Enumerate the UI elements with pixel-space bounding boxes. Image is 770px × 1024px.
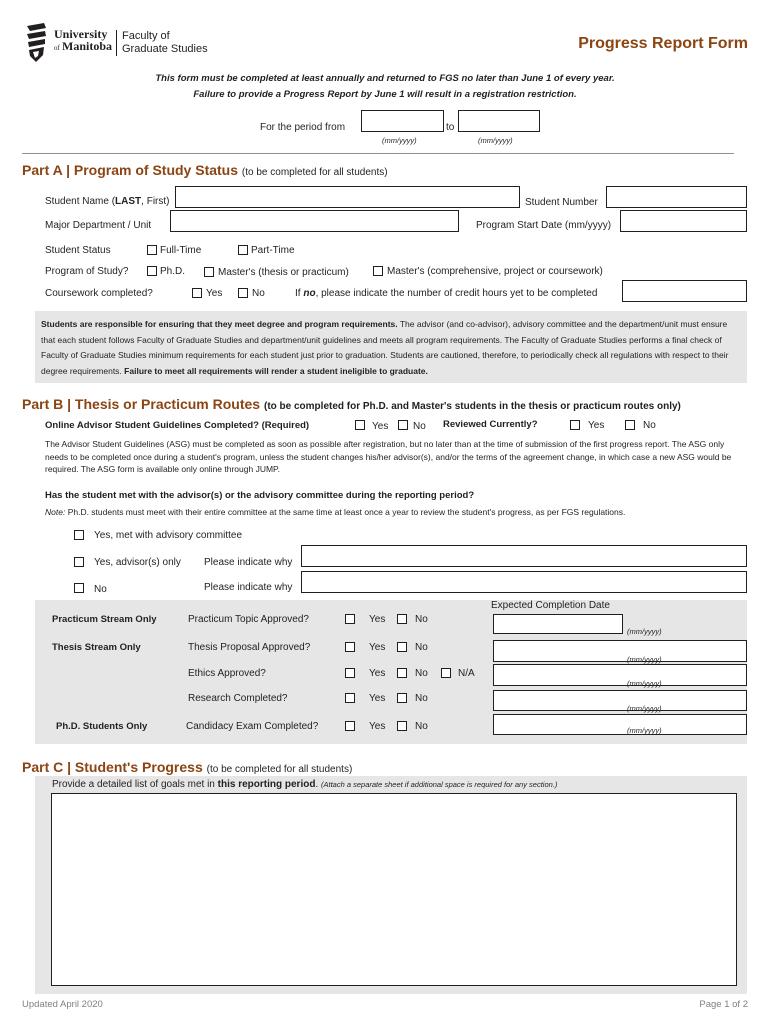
practicum-yes-label: Yes xyxy=(369,614,386,625)
masters-thesis-checkbox[interactable] xyxy=(204,267,214,277)
practicum-date-hint: (mm/yyyy) xyxy=(627,627,662,636)
progress-instructions: Provide a detailed list of goals met in this reporting period. (Attach a separate sheet if additional space is required for any section.) xyxy=(52,779,558,790)
proposal-date-input[interactable] xyxy=(493,640,747,662)
full-time-label: Full-Time xyxy=(160,245,202,256)
logo-line2: Manitoba xyxy=(62,39,113,53)
coursework-no-label: No xyxy=(252,288,265,299)
faculty-line2: Graduate Studies xyxy=(122,43,208,55)
credit-hours-input[interactable] xyxy=(622,280,747,302)
footer-updated: Updated April 2020 xyxy=(22,999,103,1010)
student-number-label: Student Number xyxy=(525,197,598,208)
ethics-yes-label: Yes xyxy=(369,668,386,679)
coursework-yes-label: Yes xyxy=(206,288,223,299)
proposal-no-label: No xyxy=(415,642,428,653)
proposal-date-hint: (mm/yyyy) xyxy=(627,655,662,664)
student-name-input[interactable] xyxy=(175,186,520,208)
coursework-no-checkbox[interactable] xyxy=(238,288,248,298)
advisor-note: Note: Ph.D. students must meet with their entire committee at the same time at least once a year to review the student's progress, as per FGS regulations. xyxy=(45,507,626,517)
thesis-stream-label: Thesis Stream Only xyxy=(52,642,141,653)
logo-line1: University xyxy=(54,27,108,41)
advisor-question: Has the student met with the advisor(s) or the advisory committee during the reporting period? xyxy=(45,490,475,501)
research-date-input[interactable] xyxy=(493,690,747,711)
student-name-label: Student Name (LAST, First) xyxy=(45,196,170,207)
part-a-title: Part A | Program of Study Status xyxy=(22,162,239,178)
advisor-only-label: Yes, advisor(s) only xyxy=(94,557,181,568)
practicum-yes-checkbox[interactable] xyxy=(345,614,355,624)
not-met-label: No xyxy=(94,584,107,595)
start-date-input[interactable] xyxy=(620,210,747,232)
indicate-why-label-1: Please indicate why xyxy=(204,557,293,568)
reviewed-yes-checkbox[interactable] xyxy=(570,420,580,430)
met-committee-label: Yes, met with advisory committee xyxy=(94,530,243,541)
notice-line1: This form must be completed at least annually and returned to FGS no later than June 1 of every year. xyxy=(155,73,615,84)
phd-checkbox[interactable] xyxy=(147,266,157,276)
research-no-checkbox[interactable] xyxy=(397,693,407,703)
not-met-checkbox[interactable] xyxy=(74,583,84,593)
faculty-line1: Faculty of xyxy=(122,30,170,42)
part-b-subtitle: (to be completed for Ph.D. and Master's students in the thesis or practicum routes only) xyxy=(264,401,681,412)
candidacy-yes-checkbox[interactable] xyxy=(345,721,355,731)
program-label: Program of Study? xyxy=(45,266,129,277)
part-c-subtitle: (to be completed for all students) xyxy=(206,764,353,775)
practicum-no-checkbox[interactable] xyxy=(397,614,407,624)
divider xyxy=(22,153,734,154)
masters-thesis-label: Master's (thesis or practicum) xyxy=(218,267,349,278)
period-from-hint: (mm/yyyy) xyxy=(382,136,417,145)
progress-textarea[interactable] xyxy=(51,793,737,986)
met-committee-checkbox[interactable] xyxy=(74,530,84,540)
practicum-stream-label: Practicum Stream Only xyxy=(52,614,157,625)
asg-yes-checkbox[interactable] xyxy=(355,420,365,430)
phd-only-label: Ph.D. Students Only xyxy=(56,721,148,732)
notice-bold-2: Failure to meet all requirements will render a student ineligible to graduate. xyxy=(124,365,428,376)
logo-of: of xyxy=(54,44,60,52)
advisor-only-checkbox[interactable] xyxy=(74,557,84,567)
proposal-no-checkbox[interactable] xyxy=(397,642,407,652)
coursework-label: Coursework completed? xyxy=(45,288,153,299)
q-candidacy-label: Candidacy Exam Completed? xyxy=(186,721,319,732)
notice-bold-1: Students are responsible for ensuring that they meet degree and program requirements. xyxy=(41,319,398,329)
masters-course-checkbox[interactable] xyxy=(373,266,383,276)
q-practicum-label: Practicum Topic Approved? xyxy=(188,614,309,625)
ethics-no-checkbox[interactable] xyxy=(397,668,407,678)
part-c-title: Part C | Student's Progress xyxy=(22,759,203,775)
ethics-na-label: N/A xyxy=(458,668,475,679)
ethics-date-input[interactable] xyxy=(493,664,747,686)
proposal-yes-label: Yes xyxy=(369,642,386,653)
period-to-label: to xyxy=(446,122,455,133)
candidacy-no-label: No xyxy=(415,721,428,732)
part-b-title: Part B | Thesis or Practicum Routes xyxy=(22,396,261,412)
coursework-yes-checkbox[interactable] xyxy=(192,288,202,298)
part-a-heading xyxy=(22,162,388,181)
q-research-label: Research Completed? xyxy=(188,693,288,704)
period-label: For the period from xyxy=(260,122,346,133)
candidacy-date-input[interactable] xyxy=(493,714,747,735)
notice-line2: Failure to provide a Progress Report by June 1 will result in a registration restriction. xyxy=(193,89,577,100)
q-ethics-label: Ethics Approved? xyxy=(188,668,266,679)
part-time-label: Part-Time xyxy=(251,245,295,256)
ethics-date-hint: (mm/yyyy) xyxy=(627,679,662,688)
ethics-na-checkbox[interactable] xyxy=(441,668,451,678)
part-a-subtitle: (to be completed for all students) xyxy=(241,167,388,178)
practicum-date-input[interactable] xyxy=(493,614,623,634)
major-input[interactable] xyxy=(170,210,459,232)
phd-label: Ph.D. xyxy=(160,266,186,277)
part-time-checkbox[interactable] xyxy=(238,245,248,255)
research-yes-label: Yes xyxy=(369,693,386,704)
research-yes-checkbox[interactable] xyxy=(345,693,355,703)
asg-no-label: No xyxy=(413,421,426,432)
reviewed-label: Reviewed Currently? xyxy=(443,419,538,430)
period-to-hint: (mm/yyyy) xyxy=(478,136,513,145)
crest-icon xyxy=(24,22,48,64)
university-logo xyxy=(24,22,214,64)
indicate-why-label-2: Please indicate why xyxy=(204,582,293,593)
proposal-yes-checkbox[interactable] xyxy=(345,642,355,652)
candidacy-yes-label: Yes xyxy=(369,721,386,732)
masters-course-label: Master's (comprehensive, project or coursework) xyxy=(387,266,603,277)
period-to-input[interactable] xyxy=(458,110,540,132)
ethics-yes-checkbox[interactable] xyxy=(345,668,355,678)
asg-description: The Advisor Student Guidelines (ASG) must be completed as soon as possible after registration, but no later than at the time of submission of the first progress report. The ASG only needs to be completed once during a student's program, unless the student changes his/her advisor(s), and/or the terms of the agreement change, in which case a new ASG would be required. The ASG form is available only online through JUMP. xyxy=(45,439,732,474)
credit-hours-label: If no, please indicate the number of credit hours yet to be completed xyxy=(295,288,598,299)
advisor-only-why-input[interactable] xyxy=(301,545,747,567)
asg-no-checkbox[interactable] xyxy=(398,420,408,430)
footer-page: Page 1 of 2 xyxy=(699,999,748,1010)
candidacy-date-hint: (mm/yyyy) xyxy=(627,726,662,735)
ethics-no-label: No xyxy=(415,668,428,679)
period-from-input[interactable] xyxy=(361,110,444,132)
not-met-why-input[interactable] xyxy=(301,571,747,593)
expected-completion-label: Expected Completion Date xyxy=(491,600,610,611)
research-no-label: No xyxy=(415,693,428,704)
major-label: Major Department / Unit xyxy=(45,220,152,231)
student-number-input[interactable] xyxy=(606,186,747,208)
practicum-no-label: No xyxy=(415,614,428,625)
reviewed-no-label: No xyxy=(643,420,656,431)
full-time-checkbox[interactable] xyxy=(147,245,157,255)
start-date-label: Program Start Date (mm/yyyy) xyxy=(476,220,612,231)
q-proposal-label: Thesis Proposal Approved? xyxy=(188,642,311,653)
reviewed-no-checkbox[interactable] xyxy=(625,420,635,430)
page-title: Progress Report Form xyxy=(578,35,748,52)
notice-text: The advisor (and co-advisor), advisory committee and the department/unit must ensure that each student follows Faculty of Graduate Studies and department/unit guidelines and meets all program requirements. The Faculty of Graduate Studies performs a final check of Faculty of Graduate Studies minimum requirements for each student just prior to graduation. Students are cautioned, therefore, to periodically check all regulations with respect to their degree requirements. xyxy=(41,319,729,376)
status-label: Student Status xyxy=(45,245,111,256)
part-b-heading xyxy=(22,396,681,415)
research-date-hint: (mm/yyyy) xyxy=(627,704,662,713)
asg-label: Online Advisor Student Guidelines Completed? (Required) xyxy=(45,420,310,431)
requirements-notice xyxy=(35,311,747,383)
candidacy-no-checkbox[interactable] xyxy=(397,721,407,731)
asg-yes-label: Yes xyxy=(372,421,389,432)
reviewed-yes-label: Yes xyxy=(588,420,605,431)
